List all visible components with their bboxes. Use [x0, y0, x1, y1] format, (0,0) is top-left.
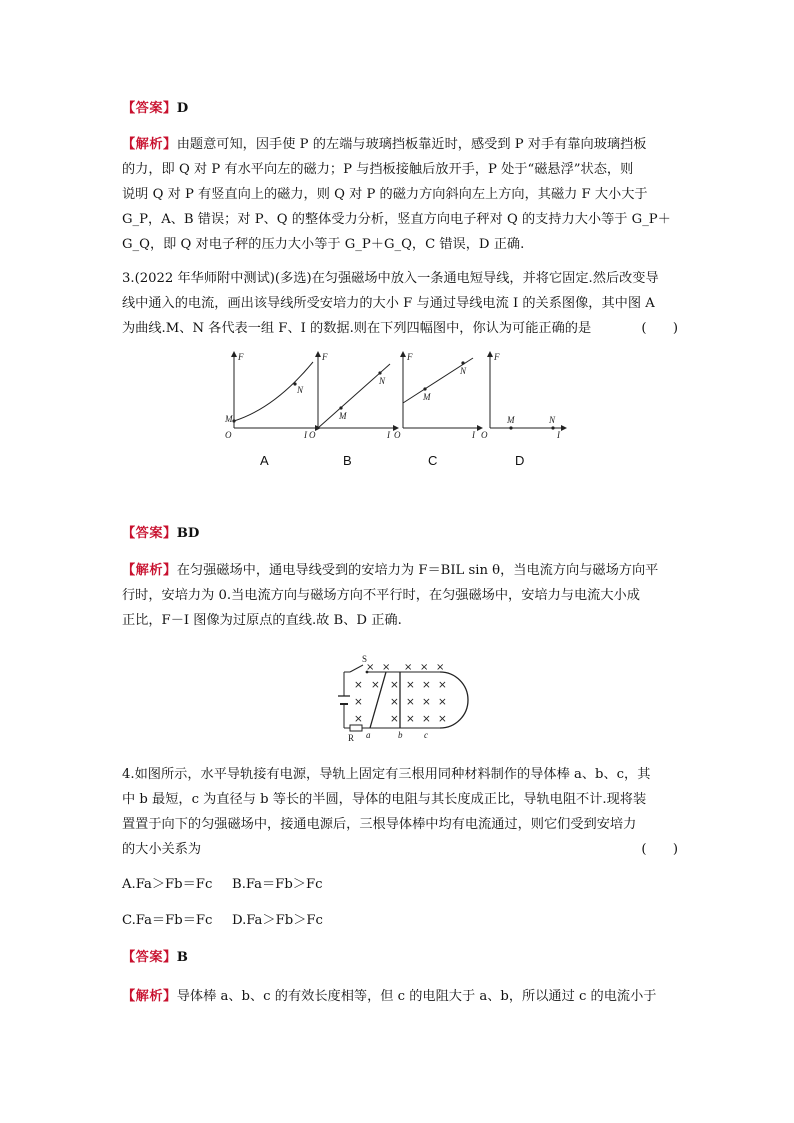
data-point-m	[509, 426, 512, 429]
answer-3	[122, 521, 678, 546]
answer-tag: 【答案】	[122, 526, 177, 541]
explanation-4	[122, 984, 678, 1009]
answer-value: D	[176, 101, 189, 116]
field-cross: ×	[422, 713, 431, 725]
field-cross: ×	[354, 713, 363, 725]
explanation-1	[122, 132, 678, 257]
answer-tag: 【答案】	[122, 101, 177, 116]
data-point-n	[378, 371, 381, 374]
axis-label-f: F	[494, 352, 500, 362]
field-cross: ×	[406, 696, 415, 708]
explanation-line: 由题意可知，因手使 P 的左端与玻璃挡板靠近时，感受到 P 对手有靠向玻璃挡板	[176, 137, 647, 152]
question-line: 的大小关系为	[122, 842, 202, 857]
field-cross: ×	[354, 679, 363, 691]
explanation-line: G_Q，即 Q 对电子秤的压力大小等于 G_P＋G_Q，C 错误，D 正确.	[122, 237, 525, 252]
question-4	[122, 762, 678, 862]
field-cross: ×	[366, 662, 375, 673]
data-point-m	[423, 387, 426, 390]
point-label-n: N	[549, 415, 556, 425]
point-label-n: N	[460, 366, 467, 376]
field-cross: ×	[371, 679, 380, 691]
explanation-line: 的力，即 Q 对 P 有水平向左的磁力；P 与挡板接触后放开手，P 处于“磁悬浮”状态，则	[122, 162, 634, 177]
explanation-line: 在匀强磁场中，通电导线受到的安培力为 F＝BIL sin θ，当电流方向与磁场方向平	[176, 563, 659, 578]
explanation-line: 正比，F－I 图像为过原点的直线.故 B、D 正确.	[122, 613, 402, 628]
field-cross: ×	[422, 696, 431, 708]
field-cross: ×	[404, 662, 413, 673]
rod-label-c: c	[424, 730, 428, 740]
origin-label: O	[394, 430, 401, 438]
point-label-n: N	[297, 385, 304, 395]
point-label-m: M	[339, 411, 347, 421]
origin-label: O	[481, 430, 488, 438]
resistor-symbol	[350, 725, 362, 731]
answer-blank: ( )	[641, 321, 678, 336]
question-line: 为曲线.M、N 各代表一组 F、I 的数据.则在下列四幅图中，你认为可能正确的是	[122, 321, 592, 336]
explanation-tag: 【解析】	[122, 137, 177, 152]
axis-label-i: I	[557, 430, 560, 438]
question-line: 线中通入的电流，画出该导线所受安培力的大小 F 与通过导线电流 I 的关系图像，其中图 A	[122, 296, 655, 311]
answer-value: BD	[176, 526, 200, 541]
origin-label: O	[309, 430, 316, 438]
explanation-line: 说明 Q 对 P 有竖直向上的磁力，则 Q 对 P 的磁力方向斜向左上方向，其磁力 F 大小大于	[122, 187, 648, 202]
data-point-m	[339, 406, 342, 409]
option-c: C.Fa＝Fb＝Fc	[122, 913, 213, 928]
answer-4	[122, 945, 678, 970]
option-a: A.Fa＞Fb＝Fc	[122, 877, 213, 892]
field-cross: ×	[422, 679, 431, 691]
switch-label: S	[362, 654, 368, 664]
rod-label-a: a	[366, 730, 371, 740]
field-cross: ×	[390, 713, 399, 725]
point-label-m: M	[507, 415, 515, 425]
data-point-m	[232, 419, 235, 422]
field-cross: ×	[406, 713, 415, 725]
answer-tag: 【答案】	[122, 950, 177, 965]
explanation-3	[122, 558, 678, 633]
field-cross: ×	[438, 679, 447, 691]
axis-label-i: I	[472, 430, 475, 438]
field-cross: ×	[354, 696, 363, 708]
circuit-figure	[336, 652, 470, 744]
field-cross: ×	[390, 696, 399, 708]
field-cross: ×	[382, 662, 391, 673]
axis-label-i: I	[304, 430, 307, 438]
explanation-line: G_P，A、B 错误；对 P、Q 的整体受力分析，竖直方向电子秤对 Q 的支持力大小等于 G_P＋	[122, 212, 671, 227]
point-label-m: M	[225, 414, 233, 424]
question-line: 3.(2022 年华师附中测试)(多选)在匀强磁场中放入一条通电短导线，并将它固定.然后改变导	[122, 271, 659, 286]
axis-label-f: F	[238, 352, 244, 362]
point-label-m: M	[423, 392, 431, 402]
field-cross: ×	[390, 679, 399, 691]
rod-label-b: b	[398, 730, 403, 740]
question-line: 4.如图所示，水平导轨接有电源，导轨上固定有三根用同种材料制作的导体棒 a、b、c，其	[122, 767, 651, 782]
option-label-c: C	[428, 453, 438, 468]
option-d: D.Fa＞Fb＞Fc	[232, 913, 323, 928]
explanation-line: 行时，安培力为 0.当电流方向与磁场方向不平行时，在匀强磁场中，安培力与电流大小成	[122, 588, 640, 603]
field-cross: ×	[406, 679, 415, 691]
resistor-label: R	[348, 733, 355, 743]
option-label-a: A	[260, 453, 269, 468]
point-label-n: N	[379, 376, 386, 386]
answer-1	[122, 96, 678, 121]
option-b: B.Fa＝Fb＞Fc	[232, 877, 323, 892]
explanation-tag: 【解析】	[122, 989, 177, 1004]
answer-value: B	[176, 950, 188, 965]
fi-graphs-figure	[220, 348, 580, 438]
option-label-b: B	[343, 453, 352, 468]
field-cross: ×	[438, 696, 447, 708]
answer-blank: ( )	[641, 842, 678, 857]
field-cross: ×	[436, 662, 445, 673]
origin-label: O	[225, 430, 232, 438]
question-3	[122, 266, 678, 341]
question-line: 中 b 最短，c 为直径与 b 等长的半圆，导体的电阻与其长度成正比，导轨电阻不计.现将装	[122, 792, 647, 807]
question-line: 置置于向下的匀强磁场中，接通电源后，三根导体棒中均有电流通过，则它们受到安培力	[122, 817, 637, 832]
data-point-n	[551, 426, 554, 429]
option-label-d: D	[515, 453, 525, 468]
data-point-n	[461, 361, 464, 364]
axis-label-f: F	[322, 352, 328, 362]
axis-label-i: I	[387, 430, 390, 438]
field-cross: ×	[420, 662, 429, 673]
explanation-tag: 【解析】	[122, 563, 177, 578]
axis-label-f: F	[407, 352, 413, 362]
explanation-line: 导体棒 a、b、c 的有效长度相等，但 c 的电阻大于 a、b，所以通过 c 的电流小于	[176, 989, 657, 1004]
field-cross: ×	[438, 713, 447, 725]
